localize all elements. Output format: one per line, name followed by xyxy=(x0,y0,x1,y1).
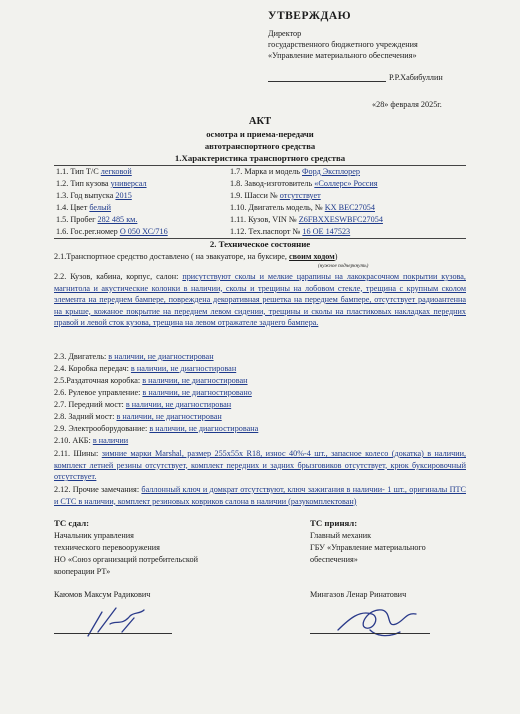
receiver-position: Главный механик xyxy=(310,531,372,540)
body-vin: 1.11. Кузов, VIN № Z6FBXXESWBFC27054 xyxy=(230,215,383,224)
approval-signature-line xyxy=(268,74,386,82)
chassis-number: 1.9. Шасси № отсутствует xyxy=(230,191,321,200)
receiver-organization-2: обеспечения» xyxy=(310,555,358,564)
approval-title: УТВЕРЖДАЮ xyxy=(268,10,352,22)
handover-title: ТС сдал: xyxy=(54,518,90,528)
approval-date: «28» февраля 2025г. xyxy=(372,100,442,109)
handover-signature-line xyxy=(54,633,172,634)
document-title: АКТ xyxy=(248,116,272,127)
vehicle-color: 1.4. Цвет белый xyxy=(56,203,111,212)
handover-signature-icon xyxy=(82,602,152,642)
body-condition: 2.2. Кузов, кабина, корпус, салон: присутствуют сколы и мелкие царапины на лакокрасочном покрытии кузова, магнитола и акустические колонки в наличии, сколы и трещины на лобовом стекле, трещина с крупным сколом элемента на переднем бампере, повреждена декоративная решетка на переднем бампере, отсутствует радиоантенна на крыше, кожаное покрытие на переднем левом сидении, трещины и сколы на пластиковых накладках передних правой и левой сток кузова, трещина на левом отражателе заднего бампера. xyxy=(54,272,466,327)
document-subtitle-2: автотранспортного средства xyxy=(204,141,316,151)
section2-title: 2. Техническое состояние xyxy=(209,239,311,249)
front-axle-condition: 2.7. Передний мост: в наличии, не диагностирован xyxy=(54,400,232,409)
body-type: 1.2. Тип кузова универсал xyxy=(56,179,147,188)
handover-organization: НО «Союз организаций потребительской xyxy=(54,555,198,564)
receiver-signature-line xyxy=(310,633,430,634)
handover-name: Каюмов Максум Радикович xyxy=(54,590,151,599)
approval-organization: государственного бюджетного учреждения xyxy=(268,40,418,49)
electrical-condition: 2.9. Электрооборудование: в наличии, не диагностирована xyxy=(54,424,259,433)
handover-organization-2: кооперации РТ» xyxy=(54,567,111,576)
vehicle-type: 1.1. Тип Т/С легковой xyxy=(56,167,132,176)
transfer-case-condition: 2.5.Раздаточная коробка: в наличии, не диагностирован xyxy=(54,376,248,385)
delivery-method: 2.1.Транспортное средство доставлено ( на эвакуаторе, на буксире, своим ходом) xyxy=(54,252,338,261)
tires-condition: 2.11. Шины: зимние марки Marshal, размер 255x55x R18, износ 40%-4 шт., запасное колесо (докатка) в наличии, комплект летней резины отсутствует, комплект передних и задних брызговиков отсутствует, крюк буксировочный отсутствует. xyxy=(54,449,466,481)
handover-position-2: технического перевооружения xyxy=(54,543,160,552)
receiver-name: Мингазов Ленар Ринатович xyxy=(310,590,407,599)
registration-number: 1.6. Гос.рег.номер О 050 ХС/716 xyxy=(56,227,168,236)
handover-position-1: Начальник управления xyxy=(54,531,134,540)
other-notes: 2.12. Прочие замечания: баллонный ключ и домкрат отсутствуют, ключ зажигания в наличии- 1 шт., оригиналы ПТС и СТС в наличии, комплект резиновых ковриков салона в наличии (разукомплектован) xyxy=(54,485,466,506)
battery-condition: 2.10. АКБ: в наличии xyxy=(54,436,129,445)
document-subtitle-1: осмотра и приема-передачи xyxy=(206,129,314,139)
make-model: 1.7. Марка и модель Форд Эксплорер xyxy=(230,167,360,176)
receiver-signature-icon xyxy=(330,600,430,645)
grid-top-border xyxy=(54,165,466,166)
approval-signer: Р.Р.Хабибуллин xyxy=(389,73,443,82)
manufacturer: 1.8. Завод-изготовитель «Соллерс» Россия xyxy=(230,179,378,188)
approval-position: Директор xyxy=(268,29,302,38)
mileage: 1.5. Пробег 282 485 км. xyxy=(56,215,138,224)
engine-model: 1.10. Двигатель модель, № KX BEC27054 xyxy=(230,203,375,212)
rear-axle-condition: 2.8. Задний мост: в наличии, не диагностирован xyxy=(54,412,222,421)
delivery-note: (нужное подчеркнуть) xyxy=(318,263,369,269)
engine-condition: 2.3. Двигатель: в наличии, не диагностирован xyxy=(54,352,214,361)
tech-passport: 1.12. Тех.паспорт № 16 ОЕ 147523 xyxy=(230,227,351,236)
receiver-title: ТС принял: xyxy=(310,518,358,528)
approval-organization-name: «Управление материального обеспечения» xyxy=(268,51,417,60)
section1-title: 1.Характеристика транспортного средства xyxy=(174,153,346,163)
gearbox-condition: 2.4. Коробка передач: в наличии, не диагностирован xyxy=(54,364,237,373)
manufacture-year: 1.3. Год выпуска 2015 xyxy=(56,191,132,200)
steering-condition: 2.6. Рулевое управление: в наличии, не диагностировано xyxy=(54,388,252,397)
receiver-organization: ГБУ «Управление материального xyxy=(310,543,426,552)
